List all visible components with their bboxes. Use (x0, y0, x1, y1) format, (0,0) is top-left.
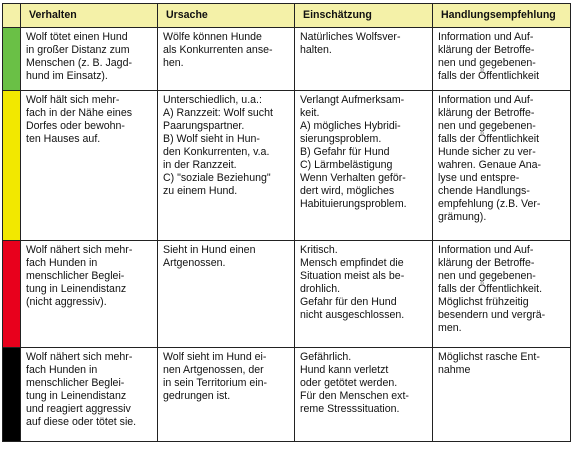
ursache-cell: Wölfe können Hunde als Konkurrenten anse- hen. (158, 28, 295, 91)
ursache-cell: Sieht in Hund einen Artgenossen. (158, 241, 295, 348)
header-verhalten: Verhalten (21, 4, 158, 28)
verhalten-cell: Wolf tötet einen Hund in großer Distanz zum Menschen (z. B. Jagd- hund im Einsatz). (21, 28, 158, 91)
einschaetzung-cell: Kritisch. Mensch empfindet die Situation meist als be- drohlich. Gefahr für den Hund nicht ausgeschlossen. (295, 241, 433, 348)
header-ursache: Ursache (158, 4, 295, 28)
ursache-cell: Wolf sieht im Hund ei- nen Artgenossen, der in sein Territorium ein- gedrungen ist. (158, 348, 295, 442)
einschaetzung-cell: Verlangt Aufmerksam- keit. A) mögliches Hybridi- sierungsproblem. B) Gefahr für Hund C) Lärmbelästigung Wenn Verhalten geför- dert wird, mögliches Habituierungsproblem. (295, 91, 433, 241)
level-color-swatch (3, 348, 21, 442)
ursache-cell: Unterschiedlich, u.a.: A) Ranzzeit: Wolf sucht Paarungspartner. B) Wolf sieht in Hun- den Konkurrenten, v.a. in der Ranzzeit. C) "soziale Beziehung" zu einem Hund. (158, 91, 295, 241)
table-row (3, 348, 571, 442)
verhalten-cell: Wolf hält sich mehr- fach in der Nähe eines Dorfes oder bewohn- ten Hauses auf. (21, 91, 158, 241)
header-color-cell (3, 4, 21, 28)
verhalten-cell: Wolf nähert sich mehr- fach Hunden in menschlicher Beglei- tung in Leinendistanz und reagiert aggressiv auf diese oder tötet sie. (21, 348, 158, 442)
table-row (3, 91, 571, 241)
header-handlungsempfehlung: Handlungsempfehlung (433, 4, 571, 28)
handlungsempfehlung-cell: Information und Auf- klärung der Betroffe- nen und gegebenen- falls der Öffentlichkeit Hunde sicher zu ver- wahren. Genaue Ana- lyse und entspre- chende Handlungs- empfehlung (z.B. Ver- grämung). (433, 91, 571, 241)
table-row (3, 241, 571, 348)
header-einschaetzung: Einschätzung (295, 4, 433, 28)
einschaetzung-cell: Natürliches Wolfsver- halten. (295, 28, 433, 91)
level-color-swatch (3, 91, 21, 241)
verhalten-cell: Wolf nähert sich mehr- fach Hunden in menschlicher Beglei- tung in Leinendistanz (nicht aggressiv). (21, 241, 158, 348)
handlungsempfehlung-cell: Information und Auf- klärung der Betroffe- nen und gegebenen- falls der Öffentlichkeit. Möglichst frühzeitig besendern und vergrä- men. (433, 241, 571, 348)
level-color-swatch (3, 28, 21, 91)
einschaetzung-cell: Gefährlich. Hund kann verletzt oder getötet werden. Für den Menschen ext- reme Stresssituation. (295, 348, 433, 442)
wolf-dog-behavior-table (2, 3, 571, 442)
table-header-row (3, 4, 571, 28)
table-row (3, 28, 571, 91)
handlungsempfehlung-cell: Möglichst rasche Ent- nahme (433, 348, 571, 442)
level-color-swatch (3, 241, 21, 348)
handlungsempfehlung-cell: Information und Auf- klärung der Betroffe- nen und gegebenen- falls der Öffentlichkeit (433, 28, 571, 91)
